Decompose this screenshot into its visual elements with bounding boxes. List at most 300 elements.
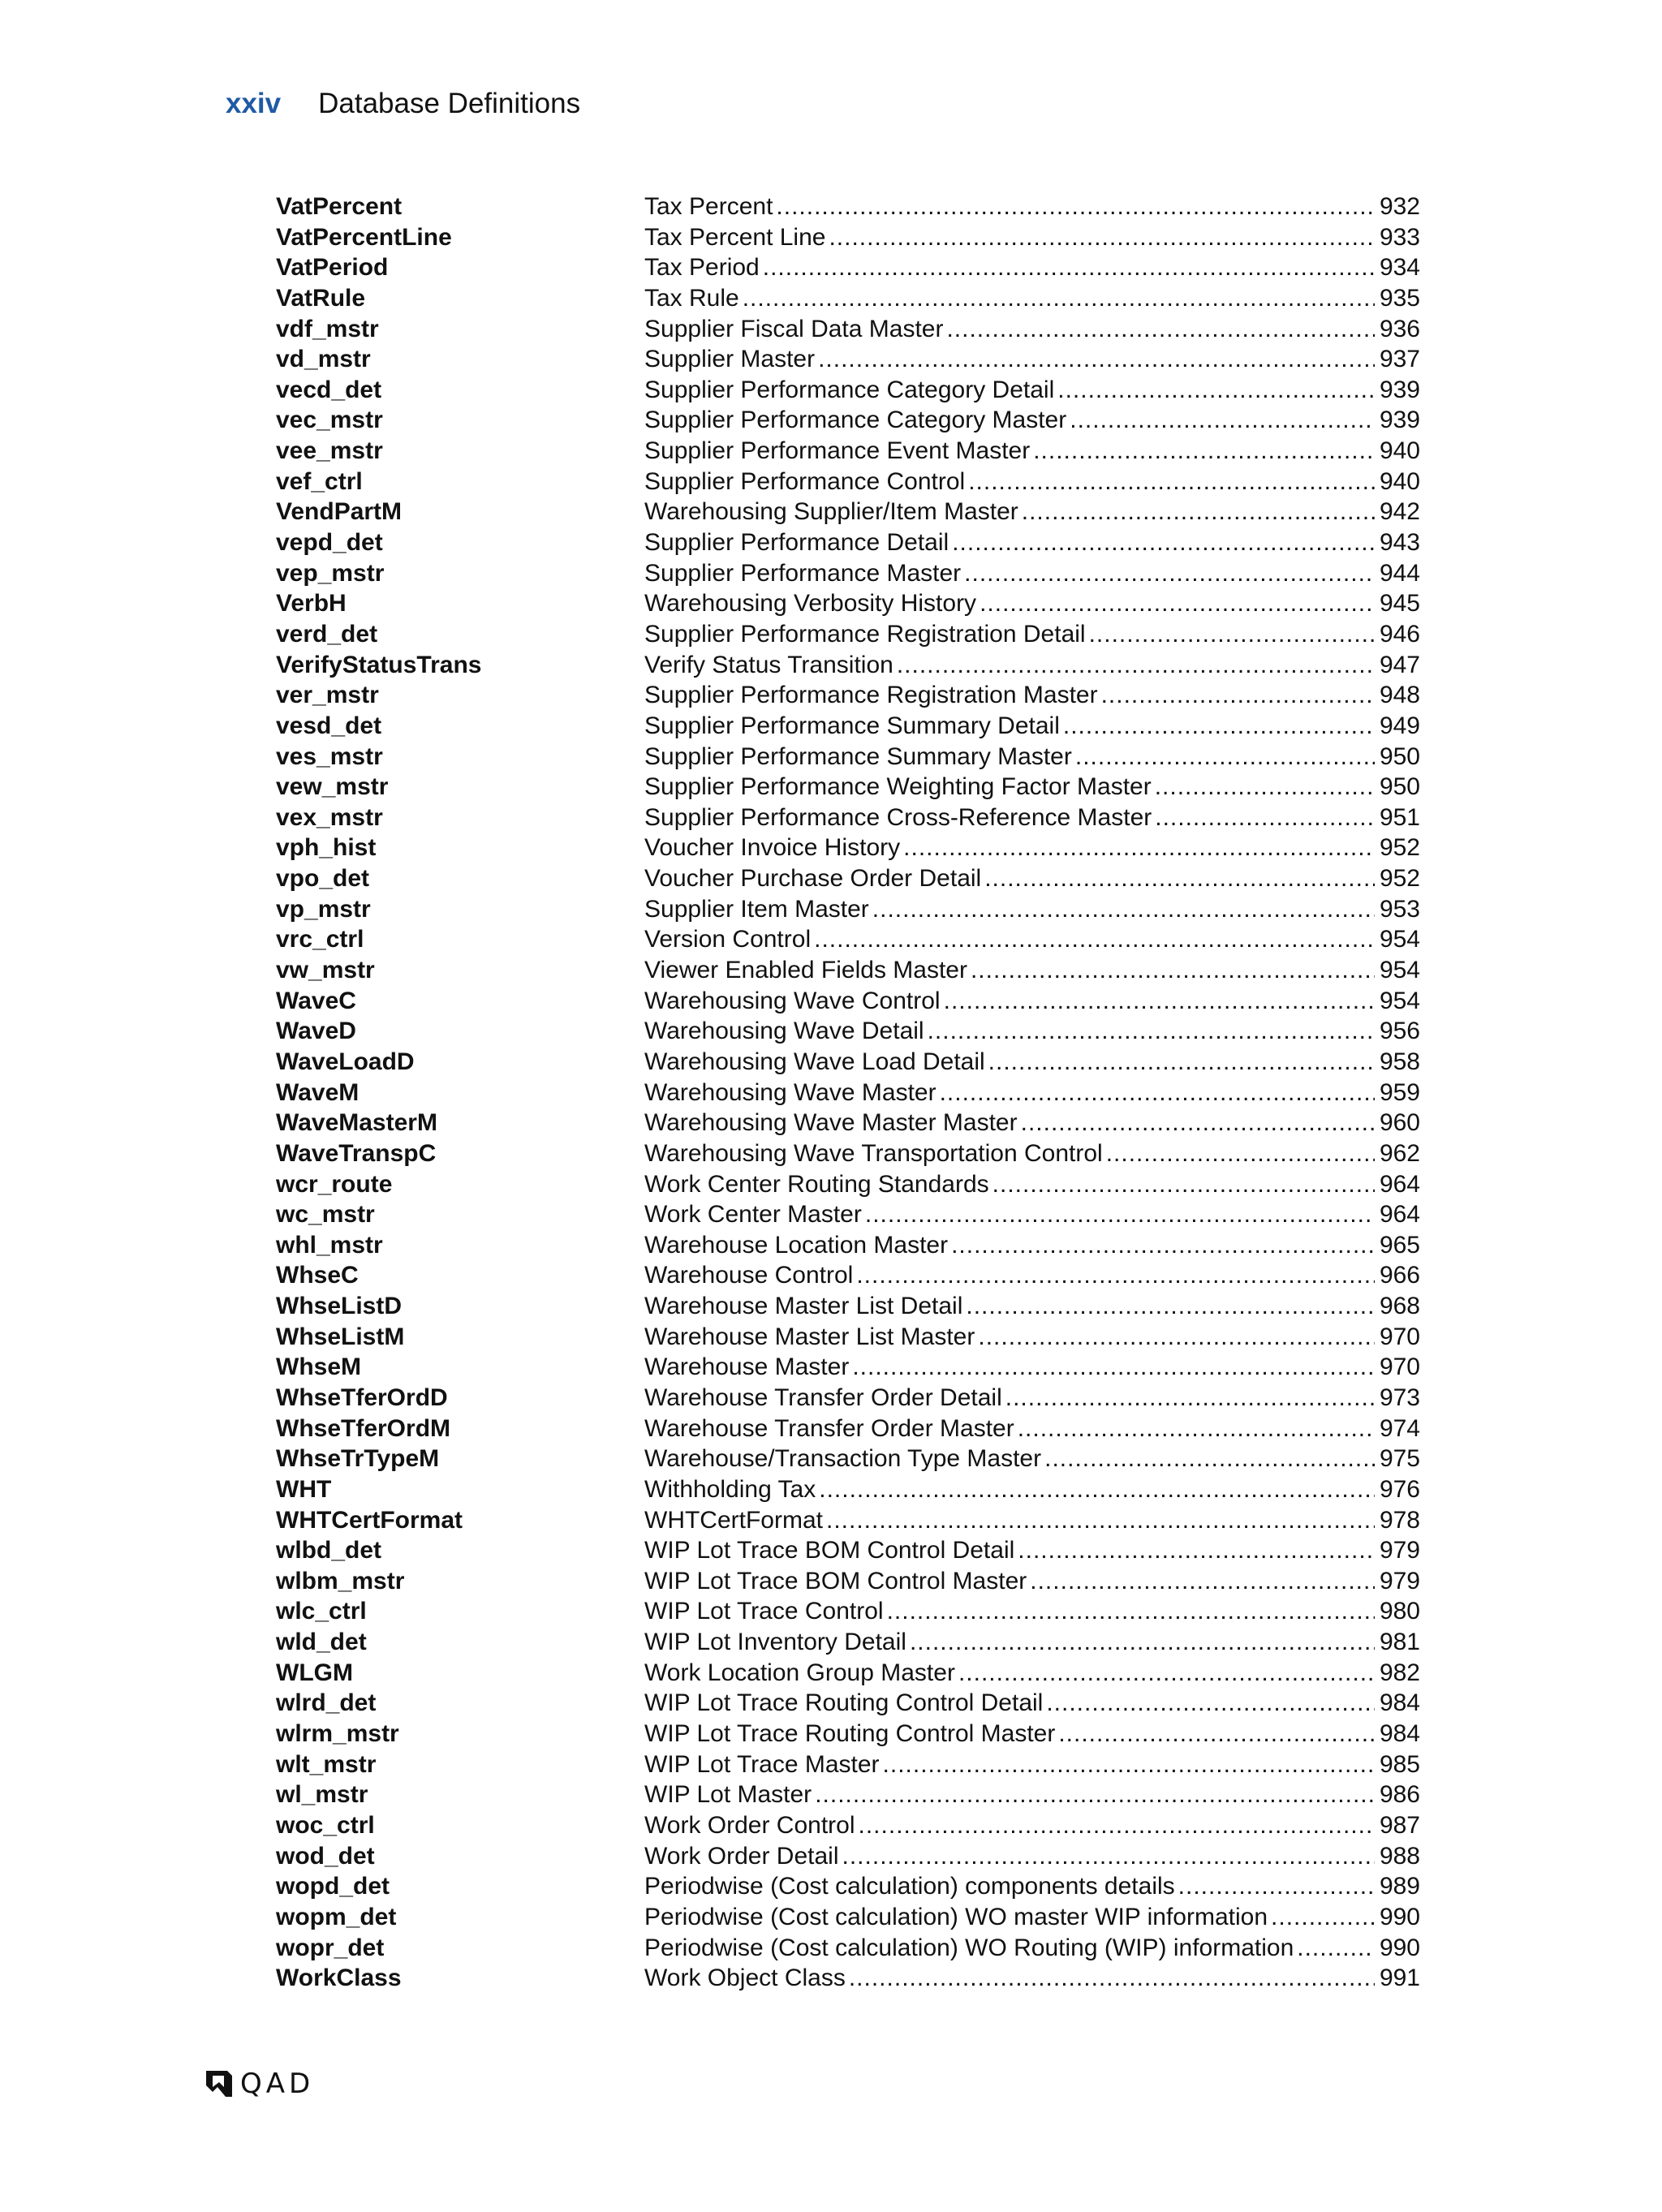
toc-description: Periodwise (Cost calculation) components details: [644, 1873, 1175, 1900]
toc-page-number: 979: [1379, 1567, 1420, 1594]
dot-leader: [951, 1230, 1375, 1261]
toc-page-number: 940: [1379, 437, 1420, 465]
dot-leader: [743, 283, 1375, 314]
dot-leader: [1155, 772, 1375, 803]
toc-description: WHTCertFormat: [644, 1506, 823, 1534]
toc-page-number: 947: [1379, 651, 1420, 678]
toc-description: WIP Lot Inventory Detail: [644, 1629, 906, 1656]
toc-description-cell: [644, 558, 1378, 589]
toc-table-name: VerbH: [276, 590, 347, 618]
toc-table-name: vd_mstr: [276, 346, 371, 373]
toc-description: Supplier Performance Registration Detail: [644, 620, 1086, 648]
toc-entry[interactable]: [276, 1933, 1420, 1964]
toc-page-number: 970: [1379, 1353, 1420, 1381]
dot-leader: [1030, 1566, 1375, 1597]
toc-description: Warehouse Master: [644, 1353, 850, 1381]
toc-entry[interactable]: [276, 1078, 1420, 1108]
toc-description-cell: [644, 1414, 1378, 1444]
toc-table-name: vef_ctrl: [276, 467, 363, 495]
toc-table-name: vpo_det: [276, 865, 370, 893]
toc-description: Supplier Performance Master: [644, 559, 962, 587]
dot-leader: [852, 1352, 1375, 1383]
toc-entry[interactable]: [276, 314, 1420, 345]
toc-table-name: ver_mstr: [276, 682, 379, 709]
toc-description-cell: [644, 314, 1378, 345]
toc-page-number: 954: [1379, 957, 1420, 984]
toc-table-name: VerifyStatusTrans: [276, 651, 482, 678]
toc-entry[interactable]: [276, 1047, 1420, 1078]
toc-description-cell: [644, 1749, 1378, 1780]
toc-description-cell: [644, 1871, 1378, 1902]
toc-entry[interactable]: [276, 222, 1420, 253]
toc-entry[interactable]: [276, 1474, 1420, 1505]
toc-page-number: 973: [1379, 1384, 1420, 1411]
toc-description-cell: [644, 1505, 1378, 1536]
dot-leader: [1033, 436, 1375, 467]
toc-entry[interactable]: [276, 986, 1420, 1017]
toc-table-name: WHT: [276, 1475, 332, 1503]
toc-table-name: WaveMasterM: [276, 1109, 437, 1137]
toc-description-cell: [644, 924, 1378, 955]
toc-entry[interactable]: [276, 375, 1420, 406]
toc-entry[interactable]: [276, 619, 1420, 650]
toc-entry[interactable]: [276, 344, 1420, 375]
toc-table-name: wopd_det: [276, 1873, 390, 1900]
toc-description: Voucher Invoice History: [644, 834, 901, 862]
toc-entry[interactable]: [276, 894, 1420, 925]
toc-description: Tax Percent: [644, 193, 773, 220]
toc-description: WIP Lot Master: [644, 1781, 812, 1809]
dot-leader: [1089, 619, 1375, 650]
dot-leader: [968, 467, 1375, 497]
toc-description: Supplier Performance Control: [644, 467, 966, 495]
toc-entry[interactable]: [276, 1352, 1420, 1383]
dot-leader: [1022, 497, 1375, 527]
dot-leader: [859, 1810, 1375, 1841]
toc-page-number: 953: [1379, 895, 1420, 923]
toc-page-number: 960: [1379, 1109, 1420, 1137]
toc-entry[interactable]: [276, 1016, 1420, 1047]
toc-entry[interactable]: [276, 588, 1420, 619]
toc-page-number: 933: [1379, 223, 1420, 251]
toc-description: Supplier Performance Event Master: [644, 437, 1031, 465]
toc-entry[interactable]: [276, 711, 1420, 742]
toc-description-cell: [644, 619, 1378, 650]
toc-table-name: woc_ctrl: [276, 1811, 375, 1839]
toc-description-cell: [644, 955, 1378, 986]
toc-description: Warehouse Master List Master: [644, 1323, 975, 1350]
toc-table-name: WaveC: [276, 987, 356, 1014]
dot-leader: [1058, 1719, 1375, 1749]
toc-entry[interactable]: [276, 436, 1420, 467]
toc-entry[interactable]: [276, 405, 1420, 436]
toc-page-number: 981: [1379, 1629, 1420, 1656]
toc-description-cell: [644, 742, 1378, 772]
toc-page-number: 959: [1379, 1078, 1420, 1106]
toc-page-number: 950: [1379, 773, 1420, 801]
toc-entry[interactable]: [276, 1566, 1420, 1597]
dot-leader: [958, 1658, 1375, 1689]
page-number: xxiv: [226, 88, 282, 119]
toc-description: Supplier Master: [644, 346, 816, 373]
toc-entry[interactable]: [276, 1444, 1420, 1474]
toc-page-number: 975: [1379, 1445, 1420, 1473]
toc-entry[interactable]: [276, 1383, 1420, 1414]
toc-table-name: WLGM: [276, 1659, 353, 1686]
dot-leader: [763, 252, 1375, 283]
dot-leader: [1155, 803, 1375, 833]
toc-entry[interactable]: [276, 863, 1420, 894]
toc-description: Work Location Group Master: [644, 1659, 955, 1686]
toc-description: Periodwise (Cost calculation) WO master WIP information: [644, 1903, 1268, 1930]
toc-page-number: 952: [1379, 834, 1420, 862]
toc-page-number: 939: [1379, 407, 1420, 434]
toc-page-number: 946: [1379, 620, 1420, 648]
toc-description: Work Center Routing Standards: [644, 1170, 989, 1198]
toc-page-number: 948: [1379, 682, 1420, 709]
toc-description-cell: [644, 1260, 1378, 1291]
toc-entry[interactable]: [276, 1260, 1420, 1291]
toc-table-name: vec_mstr: [276, 407, 383, 434]
toc-table-name: WaveTranspC: [276, 1139, 437, 1167]
dot-leader: [1101, 680, 1375, 711]
toc-entry[interactable]: [276, 1230, 1420, 1261]
toc-entry[interactable]: [276, 1627, 1420, 1658]
dot-leader: [897, 650, 1375, 681]
dot-leader: [819, 1474, 1375, 1505]
toc-entry[interactable]: [276, 497, 1420, 527]
toc-entry[interactable]: [276, 1108, 1420, 1138]
toc-description: Warehouse Control: [644, 1262, 854, 1289]
toc-page-number: 949: [1379, 712, 1420, 739]
toc-description: Warehousing Wave Load Detail: [644, 1048, 985, 1075]
toc-table-name: vee_mstr: [276, 437, 383, 465]
toc-page-number: 951: [1379, 803, 1420, 831]
toc-page-number: 950: [1379, 742, 1420, 770]
page-header: [226, 88, 580, 120]
toc-table-name: vew_mstr: [276, 773, 389, 801]
toc-page-number: 974: [1379, 1414, 1420, 1442]
toc-entry[interactable]: [276, 1291, 1420, 1322]
dot-leader: [1018, 1535, 1375, 1566]
toc-table-name: WaveLoadD: [276, 1048, 415, 1075]
dot-leader: [818, 344, 1375, 375]
toc-entry[interactable]: [276, 1719, 1420, 1749]
dot-leader: [776, 192, 1375, 222]
toc-table-name: VatPeriod: [276, 254, 389, 282]
toc-entry[interactable]: [276, 1779, 1420, 1810]
toc-description: Warehousing Wave Transportation Control: [644, 1139, 1103, 1167]
toc-table-name: vdf_mstr: [276, 315, 379, 342]
toc-table-name: WhseListD: [276, 1293, 403, 1320]
dot-leader: [829, 222, 1375, 253]
toc-page-number: 989: [1379, 1873, 1420, 1900]
toc-table-name: VatPercentLine: [276, 223, 452, 251]
toc-description-cell: [644, 894, 1378, 925]
toc-entry[interactable]: [276, 192, 1420, 222]
toc-table-name: vep_mstr: [276, 559, 385, 587]
toc-description-cell: [644, 1108, 1378, 1138]
toc-description: Warehouse Transfer Order Master: [644, 1414, 1014, 1442]
toc-description: Supplier Performance Category Master: [644, 407, 1067, 434]
toc-description: WIP Lot Trace Master: [644, 1750, 880, 1778]
dot-leader: [842, 1841, 1375, 1872]
toc-page-number: 954: [1379, 926, 1420, 953]
dot-leader: [865, 1199, 1375, 1230]
toc-description-cell: [644, 1566, 1378, 1597]
toc-table-name: WhseC: [276, 1262, 359, 1289]
toc-description-cell: [644, 1902, 1378, 1933]
toc-entry[interactable]: [276, 1535, 1420, 1566]
toc-description-cell: [644, 1810, 1378, 1841]
toc-table-name: WaveM: [276, 1078, 360, 1106]
toc-description: Warehouse/Transaction Type Master: [644, 1445, 1042, 1473]
toc-page-number: 990: [1379, 1934, 1420, 1961]
toc-table-name: vesd_det: [276, 712, 382, 739]
book-title: Database Definitions: [318, 88, 581, 119]
toc-entry[interactable]: [276, 1505, 1420, 1536]
dot-leader: [980, 588, 1375, 619]
toc-table-name: WHTCertFormat: [276, 1506, 463, 1534]
toc-description-cell: [644, 772, 1378, 803]
toc-description-cell: [644, 1322, 1378, 1353]
toc-description: Work Order Detail: [644, 1842, 839, 1870]
dot-leader: [910, 1627, 1375, 1658]
toc-entry[interactable]: [276, 252, 1420, 283]
toc-table-name: VatPercent: [276, 193, 403, 220]
logo-text: QAD: [240, 2068, 315, 2100]
toc-entry[interactable]: [276, 924, 1420, 955]
toc-page-number: 943: [1379, 529, 1420, 557]
toc-table-name: vex_mstr: [276, 803, 383, 831]
toc-description: Warehousing Wave Master Master: [644, 1109, 1018, 1137]
toc-page-number: 987: [1379, 1811, 1420, 1839]
toc-page-number: 937: [1379, 346, 1420, 373]
toc-page-number: 939: [1379, 376, 1420, 403]
toc-entry[interactable]: [276, 1199, 1420, 1230]
toc-entry[interactable]: [276, 527, 1420, 558]
toc-description: Tax Percent Line: [644, 223, 826, 251]
toc-table-name: vph_hist: [276, 834, 377, 862]
toc-entry[interactable]: [276, 650, 1420, 681]
toc-entry[interactable]: [276, 1596, 1420, 1627]
toc-description: Tax Period: [644, 254, 760, 282]
toc-description-cell: [644, 588, 1378, 619]
toc-description: WIP Lot Trace Routing Control Detail: [644, 1689, 1044, 1717]
dot-leader: [1044, 1444, 1375, 1474]
toc-page-number: 964: [1379, 1201, 1420, 1229]
toc-description: Warehousing Supplier/Item Master: [644, 498, 1018, 526]
toc-page-number: 990: [1379, 1903, 1420, 1930]
toc-table-name: vepd_det: [276, 529, 383, 557]
toc-entry[interactable]: [276, 1963, 1420, 1994]
toc-description: Voucher Purchase Order Detail: [644, 865, 982, 893]
toc-table-name: WaveD: [276, 1018, 356, 1045]
toc-table-name: vrc_ctrl: [276, 926, 364, 953]
dot-leader: [1178, 1871, 1375, 1902]
toc-table-name: WhseM: [276, 1353, 361, 1381]
toc-entry[interactable]: [276, 833, 1420, 863]
toc-page-number: 935: [1379, 284, 1420, 312]
toc-description: Work Order Control: [644, 1811, 855, 1839]
toc-description-cell: [644, 803, 1378, 833]
toc-description-cell: [644, 375, 1378, 406]
toc-description-cell: [644, 1963, 1378, 1994]
toc-table-name: wlbm_mstr: [276, 1567, 405, 1594]
dot-leader: [872, 894, 1375, 925]
toc-description-cell: [644, 1596, 1378, 1627]
dot-leader: [966, 1291, 1375, 1322]
toc-description-cell: [644, 1352, 1378, 1383]
dot-leader: [1021, 1108, 1375, 1138]
toc-description-cell: [644, 680, 1378, 711]
toc-description: Supplier Performance Weighting Factor Master: [644, 773, 1152, 801]
toc-page-number: 966: [1379, 1262, 1420, 1289]
toc-entry[interactable]: [276, 955, 1420, 986]
footer-logo: [203, 2068, 314, 2100]
dot-leader: [944, 986, 1375, 1017]
dot-leader: [1046, 1688, 1375, 1719]
toc-table-name: wlc_ctrl: [276, 1598, 367, 1625]
toc-page-number: 965: [1379, 1231, 1420, 1259]
toc-description-cell: [644, 467, 1378, 497]
toc-page-number: 932: [1379, 193, 1420, 220]
toc-description-cell: [644, 283, 1378, 314]
dot-leader: [952, 527, 1375, 558]
toc-entry[interactable]: [276, 803, 1420, 833]
toc-description-cell: [644, 1688, 1378, 1719]
dot-leader: [964, 558, 1375, 589]
toc-page-number: 988: [1379, 1842, 1420, 1870]
toc-description: Warehousing Verbosity History: [644, 590, 977, 618]
toc-entry[interactable]: [276, 1658, 1420, 1689]
toc-entry[interactable]: [276, 1749, 1420, 1780]
toc-page-number: 940: [1379, 467, 1420, 495]
toc-description: Version Control: [644, 926, 812, 953]
toc-page-number: 964: [1379, 1170, 1420, 1198]
dot-leader: [1271, 1902, 1375, 1933]
toc-page-number: 962: [1379, 1139, 1420, 1167]
dot-leader: [849, 1963, 1375, 1994]
toc-description-cell: [644, 1047, 1378, 1078]
toc-description: Supplier Performance Summary Detail: [644, 712, 1060, 739]
dot-leader: [883, 1749, 1375, 1780]
toc-entry[interactable]: [276, 742, 1420, 772]
toc-table-name: verd_det: [276, 620, 378, 648]
toc-description: Supplier Performance Category Detail: [644, 376, 1055, 403]
toc-description-cell: [644, 1199, 1378, 1230]
dot-leader: [1297, 1933, 1375, 1964]
toc-entry[interactable]: [276, 1902, 1420, 1933]
toc-table-name: wopr_det: [276, 1934, 385, 1961]
toc-description-cell: [644, 1627, 1378, 1658]
toc-page-number: 936: [1379, 315, 1420, 342]
toc-description: Supplier Performance Detail: [644, 529, 949, 557]
toc-description-cell: [644, 986, 1378, 1017]
toc-entry[interactable]: [276, 558, 1420, 589]
toc-page-number: 958: [1379, 1048, 1420, 1075]
dot-leader: [1057, 375, 1375, 406]
toc-description: Warehousing Wave Control: [644, 987, 941, 1014]
toc-description-cell: [644, 1779, 1378, 1810]
toc-page-number: 982: [1379, 1659, 1420, 1686]
toc-entry[interactable]: [276, 680, 1420, 711]
toc-description-cell: [644, 1078, 1378, 1108]
dot-leader: [903, 833, 1375, 863]
toc-entry[interactable]: [276, 1688, 1420, 1719]
dot-leader: [1070, 405, 1375, 436]
toc-description-cell: [644, 1016, 1378, 1047]
toc-table-name: wlrm_mstr: [276, 1720, 399, 1748]
toc-description: Warehouse Transfer Order Detail: [644, 1384, 1002, 1411]
toc-entry[interactable]: [276, 1841, 1420, 1872]
toc-entry[interactable]: [276, 283, 1420, 314]
toc-description: Warehousing Wave Detail: [644, 1018, 924, 1045]
dot-leader: [940, 1078, 1375, 1108]
toc-description: Supplier Item Master: [644, 895, 869, 923]
toc-description-cell: [644, 1444, 1378, 1474]
dot-leader: [988, 1047, 1375, 1078]
toc-entry[interactable]: [276, 1414, 1420, 1444]
toc-table-name: vecd_det: [276, 376, 382, 403]
toc-description: Supplier Performance Registration Master: [644, 682, 1098, 709]
toc-table-name: VendPartM: [276, 498, 403, 526]
toc-table-name: wlbd_det: [276, 1537, 382, 1564]
toc-entry[interactable]: [276, 772, 1420, 803]
toc-description-cell: [644, 1658, 1378, 1689]
toc-table-name: wc_mstr: [276, 1201, 375, 1229]
toc-page-number: 934: [1379, 254, 1420, 282]
toc-description: Supplier Fiscal Data Master: [644, 315, 944, 342]
toc-description-cell: [644, 833, 1378, 863]
toc-entry[interactable]: [276, 1138, 1420, 1169]
toc-description-cell: [644, 863, 1378, 894]
toc-page-number: 954: [1379, 987, 1420, 1014]
toc-description-cell: [644, 1535, 1378, 1566]
toc-table-name: wod_det: [276, 1842, 375, 1870]
dot-leader: [1063, 711, 1375, 742]
toc-description: Work Object Class: [644, 1965, 846, 1992]
toc-description: WIP Lot Trace Control: [644, 1598, 884, 1625]
toc-table-name: wlrd_det: [276, 1689, 377, 1717]
toc-description: Viewer Enabled Fields Master: [644, 957, 967, 984]
dot-leader: [1018, 1414, 1375, 1444]
toc-entry[interactable]: [276, 1169, 1420, 1200]
toc-table-name: WhseTferOrdM: [276, 1414, 451, 1442]
toc-description-cell: [644, 405, 1378, 436]
toc-description: Tax Rule: [644, 284, 739, 312]
toc-page-number: 980: [1379, 1598, 1420, 1625]
toc-description: Withholding Tax: [644, 1475, 816, 1503]
toc-page-number: 985: [1379, 1750, 1420, 1778]
toc-description-cell: [644, 344, 1378, 375]
toc-description: Verify Status Transition: [644, 651, 893, 678]
toc-description: WIP Lot Trace BOM Control Detail: [644, 1537, 1015, 1564]
toc-table-name: WorkClass: [276, 1965, 402, 1992]
toc-entry[interactable]: [276, 467, 1420, 497]
toc-description-cell: [644, 1383, 1378, 1414]
toc-entry[interactable]: [276, 1322, 1420, 1353]
toc-description-cell: [644, 436, 1378, 467]
toc-table-name: wcr_route: [276, 1170, 393, 1198]
dot-leader: [887, 1596, 1375, 1627]
toc-description-cell: [644, 1230, 1378, 1261]
toc-table-name: VatRule: [276, 284, 366, 312]
toc-entry[interactable]: [276, 1871, 1420, 1902]
toc-description-cell: [644, 1138, 1378, 1169]
dot-leader: [978, 1322, 1375, 1353]
toc-entry[interactable]: [276, 1810, 1420, 1841]
